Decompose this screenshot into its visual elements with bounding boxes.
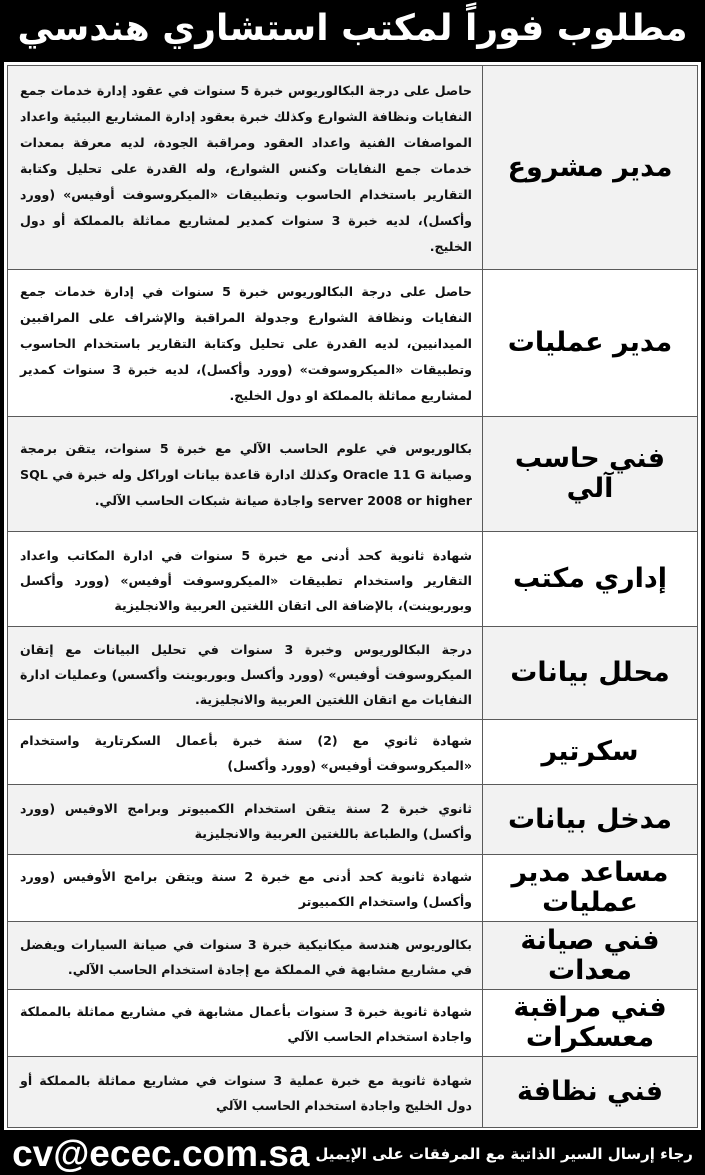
job-row (8, 66, 698, 270)
job-description: شهادة ثانوية خبرة 3 سنوات بأعمال مشابهة في مشاريع مماثلة بالمملكة واجادة استخدام الحاسب الآلي (8, 990, 483, 1057)
ad-headline: مطلوب فوراً لمكتب استشاري هندسي (0, 0, 705, 62)
job-title: سكرتير (483, 720, 698, 785)
job-row (8, 270, 698, 417)
job-title: فني صيانة معدات (483, 922, 698, 990)
job-description: حاصل على درجة البكالوريوس خبرة 5 سنوات في عقود إدارة خدمات جمع النفايات ونظافة الشوارع وكذلك خبرة بعقود إدارة المشاريع البيئية واعداد المواصفات الفنية واعداد العقود ومراقبة الجودة، لديه معرفة بمعدات خدمات جمع النفايات وكنس الشوارع، وله القدرة على تحليل وكتابة التقارير باستخدام الحاسوب وتطبيقات «الميكروسوفت أوفيس» (وورد وأكسل)، لديه خبرة 3 سنوات كمدير لمشاريع مماثلة بالمملكة أو دول الخليج. (8, 66, 483, 270)
job-row (8, 855, 698, 922)
job-description: حاصل على درجة البكالوريوس خبرة 5 سنوات في إدارة خدمات جمع النفايات ونظافة الشوارع وجدولة المراقبة والإشراف على المراقبين الميدانيين، لديه القدرة على تحليل وكتابة التقارير باستخدام الحاسوب وتطبيقات «الميكروسوفت» (وورد وأكسل)، لديه خبرة 3 سنوات كمدير لمشاريع مماثلة بالمملكة او دول الخليج. (8, 270, 483, 417)
submission-note: رجاء إرسال السير الذاتية مع المرفقات على الإيميل (315, 1144, 693, 1163)
job-description: بكالوريوس في علوم الحاسب الآلي مع خبرة 5 سنوات، يتقن برمجة وصيانة Oracle 11 G وكذلك ادارة قاعدة بيانات اوراكل وله خبرة في SQL server 2008 or higher واجادة صيانة شبكات الحاسب الآلي. (8, 417, 483, 532)
job-title: فني نظافة (483, 1057, 698, 1128)
contact-footer (0, 1130, 705, 1175)
job-title: فني مراقبة معسكرات (483, 990, 698, 1057)
job-row (8, 1057, 698, 1128)
jobs-table (7, 65, 698, 1128)
job-description: شهادة ثانوية كحد أدنى مع خبرة 2 سنة ويتقن برامج الأوفيس (وورد وأكسل) واستخدام الكمبيوتر (8, 855, 483, 922)
job-title: إداري مكتب (483, 532, 698, 627)
job-description: بكالوريوس هندسة ميكانيكية خبرة 3 سنوات في صيانة السيارات ويفضل في مشاريع مشابهة في المملكة مع إجادة استخدام الحاسب الآلي. (8, 922, 483, 990)
job-description: شهادة ثانوي مع (2) سنة خبرة بأعمال السكرتارية واستخدام «الميكروسوفت أوفيس» (وورد وأكسل) (8, 720, 483, 785)
job-row (8, 627, 698, 720)
job-row (8, 532, 698, 627)
job-title: مساعد مدير عمليات (483, 855, 698, 922)
job-description: شهادة ثانوية مع خبرة عملية 3 سنوات في مشاريع مماثلة بالمملكة أو دول الخليج واجادة استخدام الحاسب الآلي (8, 1057, 483, 1128)
job-row (8, 990, 698, 1057)
job-description: ثانوي خبرة 2 سنة يتقن استخدام الكمبيوتر وبرامج الاوفيس (وورد وأكسل) والطباعة باللغتين العربية والانجليزية (8, 785, 483, 855)
job-row (8, 720, 698, 785)
job-title: محلل بيانات (483, 627, 698, 720)
jobs-table-frame (4, 62, 701, 1130)
contact-email-link[interactable]: cv@ecec.com.sa (12, 1132, 310, 1174)
job-title: مدخل بيانات (483, 785, 698, 855)
job-row (8, 417, 698, 532)
job-description: درجة البكالوريوس وخبرة 3 سنوات في تحليل البيانات مع إتقان الميكروسوفت أوفيس» (وورد وأكسل وبوربوينت وأكسس) وعمليات ادارة النفايات مع اتقان اللغتين العربية والانجليزية. (8, 627, 483, 720)
job-description: شهادة ثانوية كحد أدنى مع خبرة 5 سنوات في ادارة المكاتب واعداد التقارير واستخدام تطبيقات «الميكروسوفت أوفيس» (وورد وأكسل وبوربوينت)، بالإضافة الى اتقان اللغتين العربية والانجليزية (8, 532, 483, 627)
job-row (8, 785, 698, 855)
job-title: فني حاسب آلي (483, 417, 698, 532)
job-row (8, 922, 698, 990)
job-title: مدير مشروع (483, 66, 698, 270)
job-title: مدير عمليات (483, 270, 698, 417)
